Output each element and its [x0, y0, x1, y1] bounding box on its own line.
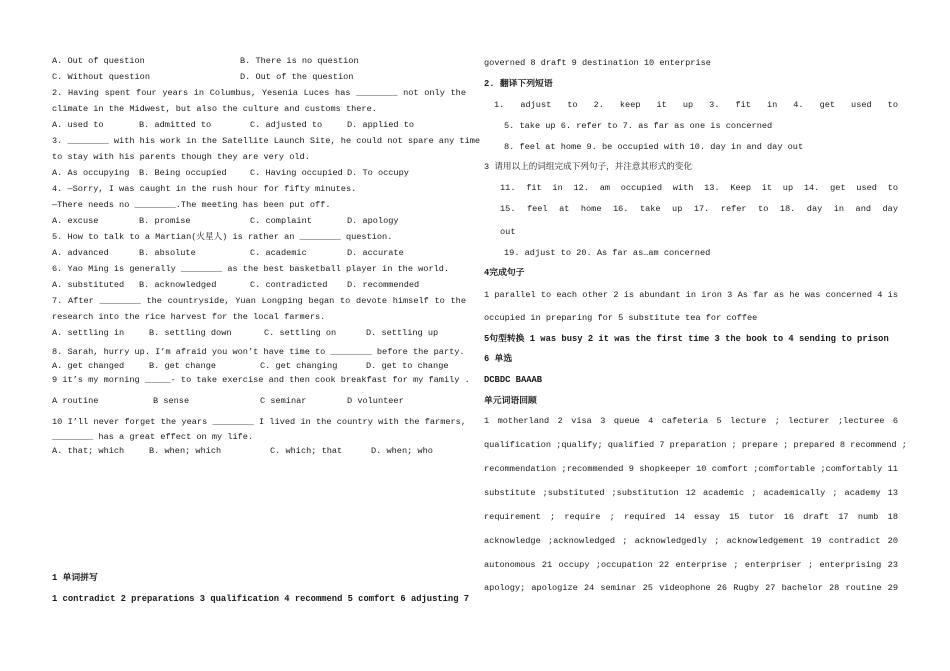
section-heading: 4完成句子 [484, 268, 525, 278]
answer-option: A. advanced [52, 248, 109, 258]
answer-option: C. which; that [270, 446, 343, 456]
answer-option: C. complaint [250, 216, 312, 226]
answer-option: D. applied to [347, 120, 415, 130]
answer-line: recommendation ;recommended 9 shopkeeper 10 comfort ;comfortable ;comfortably 11 [484, 464, 898, 474]
answer-option: B. absolute [139, 248, 196, 258]
answer-option: A. that; which [52, 446, 125, 456]
answer-option: D. apology [347, 216, 399, 226]
answer-option: D volunteer [347, 396, 404, 406]
answer-option: A. used to [52, 120, 104, 130]
answer-option: C. settling on [264, 328, 337, 338]
answer-option: D. Out of the question [240, 72, 354, 82]
answer-option: A. excuse [52, 216, 99, 226]
section-heading: 6 单选 [484, 354, 513, 364]
answer-line: 19. adjust to 20. As far as…am concerned [504, 248, 711, 258]
answer-line: requirement ; require ; required 14 essay 15 tutor 16 draft 17 numb 18 [484, 512, 898, 522]
answer-option: C. get changing [260, 361, 338, 371]
answer-line: 1 parallel to each other 2 is abundant in iron 3 As far as he was concerned 4 is [484, 290, 898, 300]
question-line: ________ has a great effect on my life. [52, 432, 254, 442]
answer-line: 11. fit in 12. am occupied with 13. Keep it up 14. get used to [500, 183, 898, 193]
answer-line: autonomous 21 occupy ;occupation 22 enterprise ; enterpriser ; enterprising 23 [484, 560, 898, 570]
answer-option: D. recommended [347, 280, 420, 290]
answer-option: D. To occupy [347, 168, 409, 178]
answer-option: B. Being occupied [139, 168, 227, 178]
answer-option: A routine [52, 396, 99, 406]
answer-line: occupied in preparing for 5 substitute tea for coffee [484, 313, 758, 323]
answer-option: B. when; which [149, 446, 222, 456]
answer-option: C seminar [260, 396, 307, 406]
answer-line: 1 contradict 2 preparations 3 qualification 4 recommend 5 comfort 6 adjusting 7 [52, 594, 470, 604]
question-line: 10 I’ll never forget the years ________ I lived in the country with the farmers, [52, 417, 466, 427]
answer-option: D. when; who [371, 446, 433, 456]
answer-line: substitute ;substituted ;substitution 12 academic ; academically ; academy 13 [484, 488, 898, 498]
answer-line: acknowledge ;acknowledged ; acknowledgedly ; acknowledgement 19 contradict 20 [484, 536, 898, 546]
question-line: 9 it’s my morning _____- to take exercise and then cook breakfast for my family . [52, 375, 470, 385]
answer-line: 15. feel at home 16. take up 17. refer to 18. day in and day [500, 204, 898, 214]
answer-line: 1 motherland 2 visa 3 queue 4 cafeteria 5 lecture ; lecturer ;lecturee 6 [484, 416, 898, 426]
answer-option: B. admitted to [139, 120, 212, 130]
section-heading: 5句型转换 1 was busy 2 it was the first time 3 the book to 4 sending to prison [484, 334, 889, 344]
question-line: 2. Having spent four years in Columbus, Yesenia Luces has ________ not only the [52, 88, 466, 98]
answer-option: B. get change [149, 361, 217, 371]
answer-option: C. Having occupied [250, 168, 343, 178]
answer-option: B. There is no question [240, 56, 359, 66]
question-line: 6. Yao Ming is generally ________ as the best basketball player in the world. [52, 264, 450, 274]
question-line: climate in the Midwest, but also the culture and customs there. [52, 104, 377, 114]
question-line: research into the rice harvest for the local farmers. [52, 312, 326, 322]
answer-option: B. acknowledged [139, 280, 217, 290]
answer-option: B. settling down [149, 328, 232, 338]
question-line: to stay with his parents though they are very old. [52, 152, 310, 162]
answer-option: D. get to change [366, 361, 449, 371]
answer-line: qualification ;qualify; qualified 7 preparation ; prepare ; prepared 8 recommend ; [484, 440, 907, 450]
answer-option: A. Out of question [52, 56, 145, 66]
answer-line: 8. feel at home 9. be occupied with 10. day in and day out [504, 142, 804, 152]
answer-option: C. academic [250, 248, 307, 258]
answer-line: 1. adjust to 2. keep it up 3. fit in 4. get used to [494, 100, 898, 110]
answer-option: B. promise [139, 216, 191, 226]
answer-option: A. As occupying [52, 168, 130, 178]
answer-option: C. Without question [52, 72, 150, 82]
answer-line: 3 请用以上的词组完成下列句子，并注意其形式的变化 [484, 162, 692, 172]
answer-option: B sense [153, 396, 190, 406]
answer-option: D. settling up [366, 328, 439, 338]
answer-line: apology; apologize 24 seminar 25 videophone 26 Rugby 27 bachelor 28 routine 29 [484, 583, 898, 593]
section-heading: 单元词语回顾 [484, 396, 537, 406]
answer-option: A. substituted [52, 280, 125, 290]
question-line: 8. Sarah, hurry up. I’m afraid you won’t have time to ________ before the party. [52, 347, 465, 357]
answer-line: out [500, 227, 516, 237]
answer-line: 5. take up 6. refer to 7. as far as one is concerned [504, 121, 773, 131]
section-heading: 2. 翻译下列短语 [484, 79, 553, 89]
section-title: 1 单词拼写 [52, 573, 98, 583]
question-line: 4. —Sorry, I was caught in the rush hour for fifty minutes. [52, 184, 357, 194]
question-line: 7. After ________ the countryside, Yuan Longping began to devote himself to the [52, 296, 466, 306]
answer-option: C. adjusted to [250, 120, 323, 130]
section-heading: DCBDC BAAAB [484, 375, 543, 385]
answer-option: A. settling in [52, 328, 125, 338]
question-line: 5. How to talk to a Martian(火星人) is rather an ________ question. [52, 232, 393, 242]
answer-line: governed 8 draft 9 destination 10 enterprise [484, 58, 711, 68]
answer-option: A. get changed [52, 361, 125, 371]
answer-option: C. contradicted [250, 280, 328, 290]
question-line: 3. ________ with his work in the Satellite Launch Site, he could not spare any time [52, 136, 481, 146]
answer-option: D. accurate [347, 248, 404, 258]
question-line: —There needs no ________.The meeting has been put off. [52, 200, 331, 210]
